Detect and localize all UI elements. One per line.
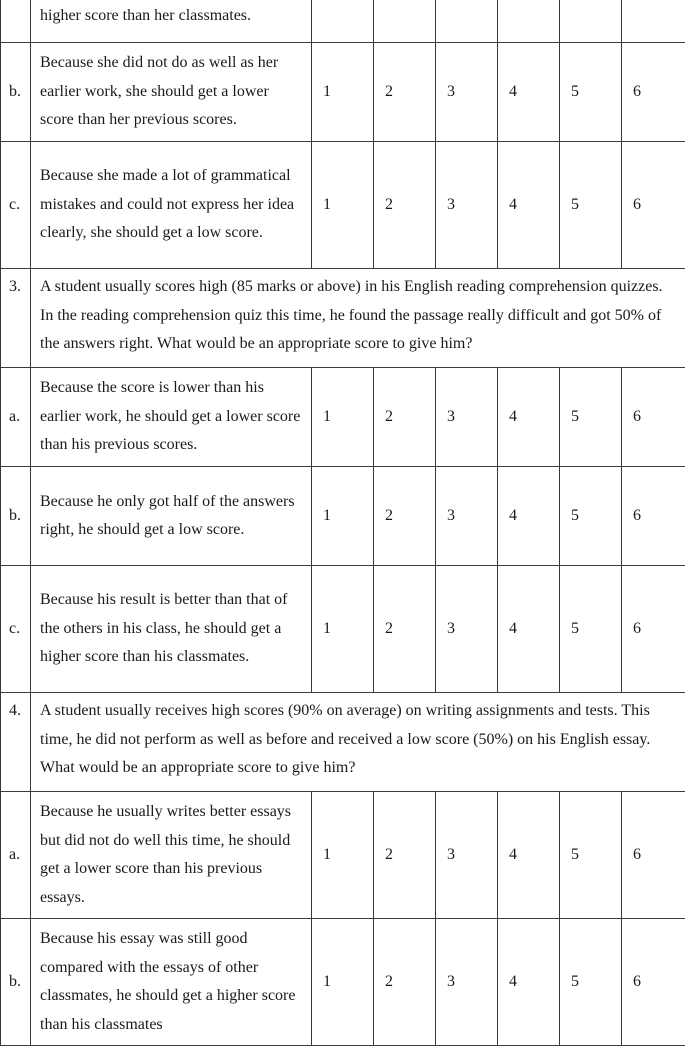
rating-option[interactable]: 5 <box>560 566 622 693</box>
rating-option[interactable]: 5 <box>560 919 622 1046</box>
rating-option[interactable]: 3 <box>436 792 498 919</box>
rating-option[interactable]: 5 <box>560 142 622 269</box>
rating-option[interactable]: 1 <box>312 792 374 919</box>
question-number: 4. <box>1 693 31 792</box>
item-label: a. <box>1 792 31 919</box>
item-label: c. <box>1 142 31 269</box>
table-row <box>1 368 685 467</box>
item-statement: Because he usually writes better essays but did not do well this time, he should get a lower score than his previous essays. <box>31 792 312 919</box>
rating-option[interactable]: 6 <box>622 43 685 142</box>
item-label: c. <box>1 566 31 693</box>
rating-option[interactable]: 3 <box>436 566 498 693</box>
item-label <box>1 0 31 43</box>
rating-cell <box>560 0 622 43</box>
rating-cell <box>622 0 685 43</box>
item-label: b. <box>1 919 31 1046</box>
rating-option[interactable]: 2 <box>374 919 436 1046</box>
rating-option[interactable]: 6 <box>622 467 685 566</box>
rating-option[interactable]: 5 <box>560 368 622 467</box>
rating-option[interactable]: 4 <box>498 368 560 467</box>
item-statement: Because his result is better than that of the others in his class, he should get a higher score than his classmates. <box>31 566 312 693</box>
item-label: b. <box>1 43 31 142</box>
rating-option[interactable]: 1 <box>312 368 374 467</box>
rating-cell <box>374 0 436 43</box>
rating-option[interactable]: 4 <box>498 467 560 566</box>
table-row <box>1 0 685 43</box>
table-row <box>1 919 685 1046</box>
rating-cell <box>498 0 560 43</box>
rating-option[interactable]: 1 <box>312 566 374 693</box>
rating-option[interactable]: 6 <box>622 368 685 467</box>
question-number: 3. <box>1 269 31 368</box>
rating-option[interactable]: 1 <box>312 43 374 142</box>
rating-option[interactable]: 3 <box>436 142 498 269</box>
item-statement: Because she did not do as well as her earlier work, she should get a lower score than her previous scores. <box>31 43 312 142</box>
table-row <box>1 142 685 269</box>
question-text: A student usually receives high scores (90% on average) on writing assignments and tests. This time, he did not perform as well as before and received a low score (50%) on his English essay. What would be an appropriate score to give him? <box>31 693 685 792</box>
rating-option[interactable]: 4 <box>498 792 560 919</box>
question-text: A student usually scores high (85 marks or above) in his English reading comprehension quizzes. In the reading comprehension quiz this time, he found the passage really difficult and got 50% of the answers right. What would be an appropriate score to give him? <box>31 269 685 368</box>
question-row <box>1 269 685 368</box>
rating-option[interactable]: 6 <box>622 142 685 269</box>
rating-option[interactable]: 2 <box>374 368 436 467</box>
rating-option[interactable]: 5 <box>560 792 622 919</box>
table-row <box>1 467 685 566</box>
rating-option[interactable]: 5 <box>560 467 622 566</box>
rating-option[interactable]: 2 <box>374 43 436 142</box>
item-statement: higher score than her classmates. <box>31 0 312 43</box>
rating-option[interactable]: 3 <box>436 919 498 1046</box>
rating-option[interactable]: 4 <box>498 919 560 1046</box>
question-row <box>1 693 685 792</box>
rating-option[interactable]: 5 <box>560 43 622 142</box>
table-row <box>1 566 685 693</box>
table-row <box>1 792 685 919</box>
rating-option[interactable]: 3 <box>436 368 498 467</box>
rating-option[interactable]: 2 <box>374 566 436 693</box>
rating-option[interactable]: 6 <box>622 919 685 1046</box>
rating-option[interactable]: 1 <box>312 467 374 566</box>
rating-option[interactable]: 4 <box>498 142 560 269</box>
rating-option[interactable]: 1 <box>312 142 374 269</box>
rating-option[interactable]: 3 <box>436 43 498 142</box>
rating-option[interactable]: 1 <box>312 919 374 1046</box>
rating-option[interactable]: 6 <box>622 792 685 919</box>
item-statement: Because the score is lower than his earlier work, he should get a lower score than his previous scores. <box>31 368 312 467</box>
item-statement: Because his essay was still good compared with the essays of other classmates, he should get a higher score than his classmates <box>31 919 312 1046</box>
rating-option[interactable]: 3 <box>436 467 498 566</box>
rating-option[interactable]: 2 <box>374 467 436 566</box>
item-label: b. <box>1 467 31 566</box>
table-row <box>1 43 685 142</box>
item-statement: Because she made a lot of grammatical mistakes and could not express her idea clearly, she should get a low score. <box>31 142 312 269</box>
rating-option[interactable]: 2 <box>374 142 436 269</box>
rating-cell <box>436 0 498 43</box>
rating-option[interactable]: 6 <box>622 566 685 693</box>
rating-option[interactable]: 4 <box>498 43 560 142</box>
rating-option[interactable]: 2 <box>374 792 436 919</box>
item-label: a. <box>1 368 31 467</box>
item-statement: Because he only got half of the answers right, he should get a low score. <box>31 467 312 566</box>
rating-option[interactable]: 4 <box>498 566 560 693</box>
rating-cell <box>312 0 374 43</box>
